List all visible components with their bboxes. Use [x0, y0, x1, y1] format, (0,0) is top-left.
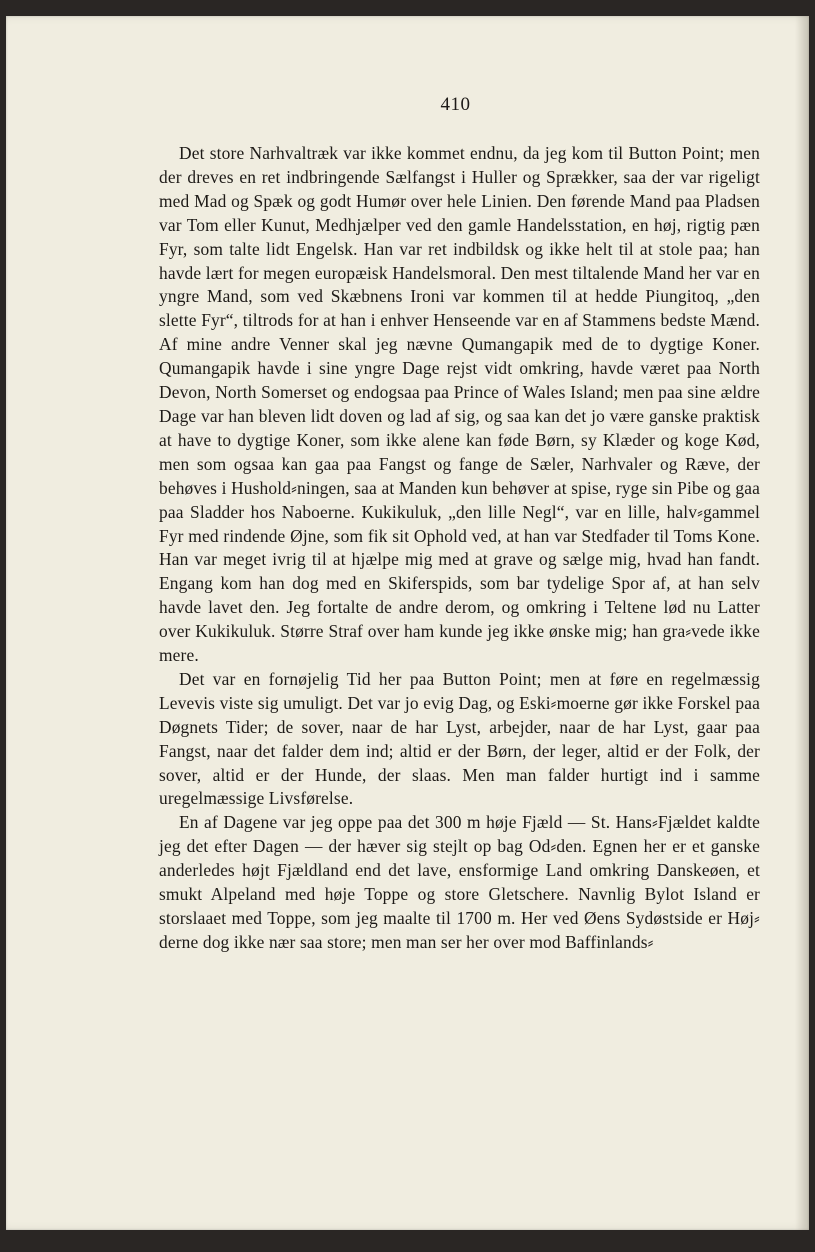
paragraph-3: En af Dagene var jeg oppe paa det 300 m høje Fjæld — St. Hans⸗Fjældet kaldte jeg det efter Dagen — der hæver sig stejlt op bag Od⸗den. Egnen her er et ganske anderledes højt Fjældland end det lave, ensformige Land omkring Danskeøen, et smukt Alpeland med høje Toppe og store Gletschere. Navnlig Bylot Island er storslaaet med Toppe, som jeg maalte til 1700 m. Her ved Øens Sydøstside er Høj⸗derne dog ikke nær saa store; men man ser her over mod Baffinlands⸗	[159, 812, 760, 952]
paragraph-1: Det store Narhvaltræk var ikke kommet endnu, da jeg kom til Button Point; men der dreves en ret indbringende Sælfangst i Huller og Sprækker, saa der var rigeligt med Mad og Spæk og godt Humør over hele Linien. Den førende Mand paa Pladsen var Tom eller Kunut, Medhjælper ved den gamle Handelsstation, en høj, rigtig pæn Fyr, som talte lidt Engelsk. Han var ret indbildsk og ikke helt til at stole paa; han havde lært for megen europæisk Handelsmoral. Den mest tiltalende Mand her var en yngre Mand, som ved Skæbnens Ironi var kommen til at hedde Piungitoq, „den slette Fyr“, tiltrods for at han i enhver Henseende var en af Stammens bedste Mænd. Af mine andre Venner skal jeg nævne Qumangapik med de to dygtige Koner. Qumangapik havde i sine yngre Dage rejst vidt omkring, havde været paa North Devon, North Somerset og endogsaa paa Prince of Wales Island; men paa sine ældre Dage var han bleven lidt doven og lad af sig, og saa kan det jo være ganske praktisk at have to dygtige Koner, som ikke alene kan føde Børn, sy Klæder og koge Kød, men som ogsaa kan gaa paa Fangst og fange de Sæler, Narhvaler og Ræve, der behøves i Hushold⸗ningen, saa at Manden kun behøver at spise, ryge sin Pibe og gaa paa Sladder hos Naboerne. Kukikuluk, „den lille Negl“, var en lille, halv⸗gammel Fyr med rindende Øjne, som fik sit Ophold ved, at han var Stedfader til Toms Kone. Han var meget ivrig til at hjælpe mig med at grave og sælge mig, hvad han fandt. Engang kom han dog med en Skiferspids, som bar tydelige Spor af, at han selv havde lavet den. Jeg fortalte de andre derom, og omkring i Teltene lød nu Latter over Kukikuluk. Større Straf over ham kunde jeg ikke ønske mig; han gra⸗vede ikke mere.	[159, 143, 760, 666]
page-number: 410	[440, 94, 471, 115]
book-page	[6, 16, 809, 1230]
paragraph-2: Det var en fornøjelig Tid her paa Button Point; men at føre en regelmæssig Levevis viste sig umuligt. Det var jo evig Dag, og Eski⸗moerne gør ikke Forskel paa Døgnets Tider; de sover, naar de har Lyst, arbejder, naar de har Lyst, gaar paa Fangst, naar det falder dem ind; altid er der Børn, der leger, altid er der Folk, der sover, altid er der Hunde, der slaas. Men man falder hurtigt ind i samme uregelmæssige Livsførelse.	[159, 668, 760, 809]
body-text	[159, 142, 760, 955]
